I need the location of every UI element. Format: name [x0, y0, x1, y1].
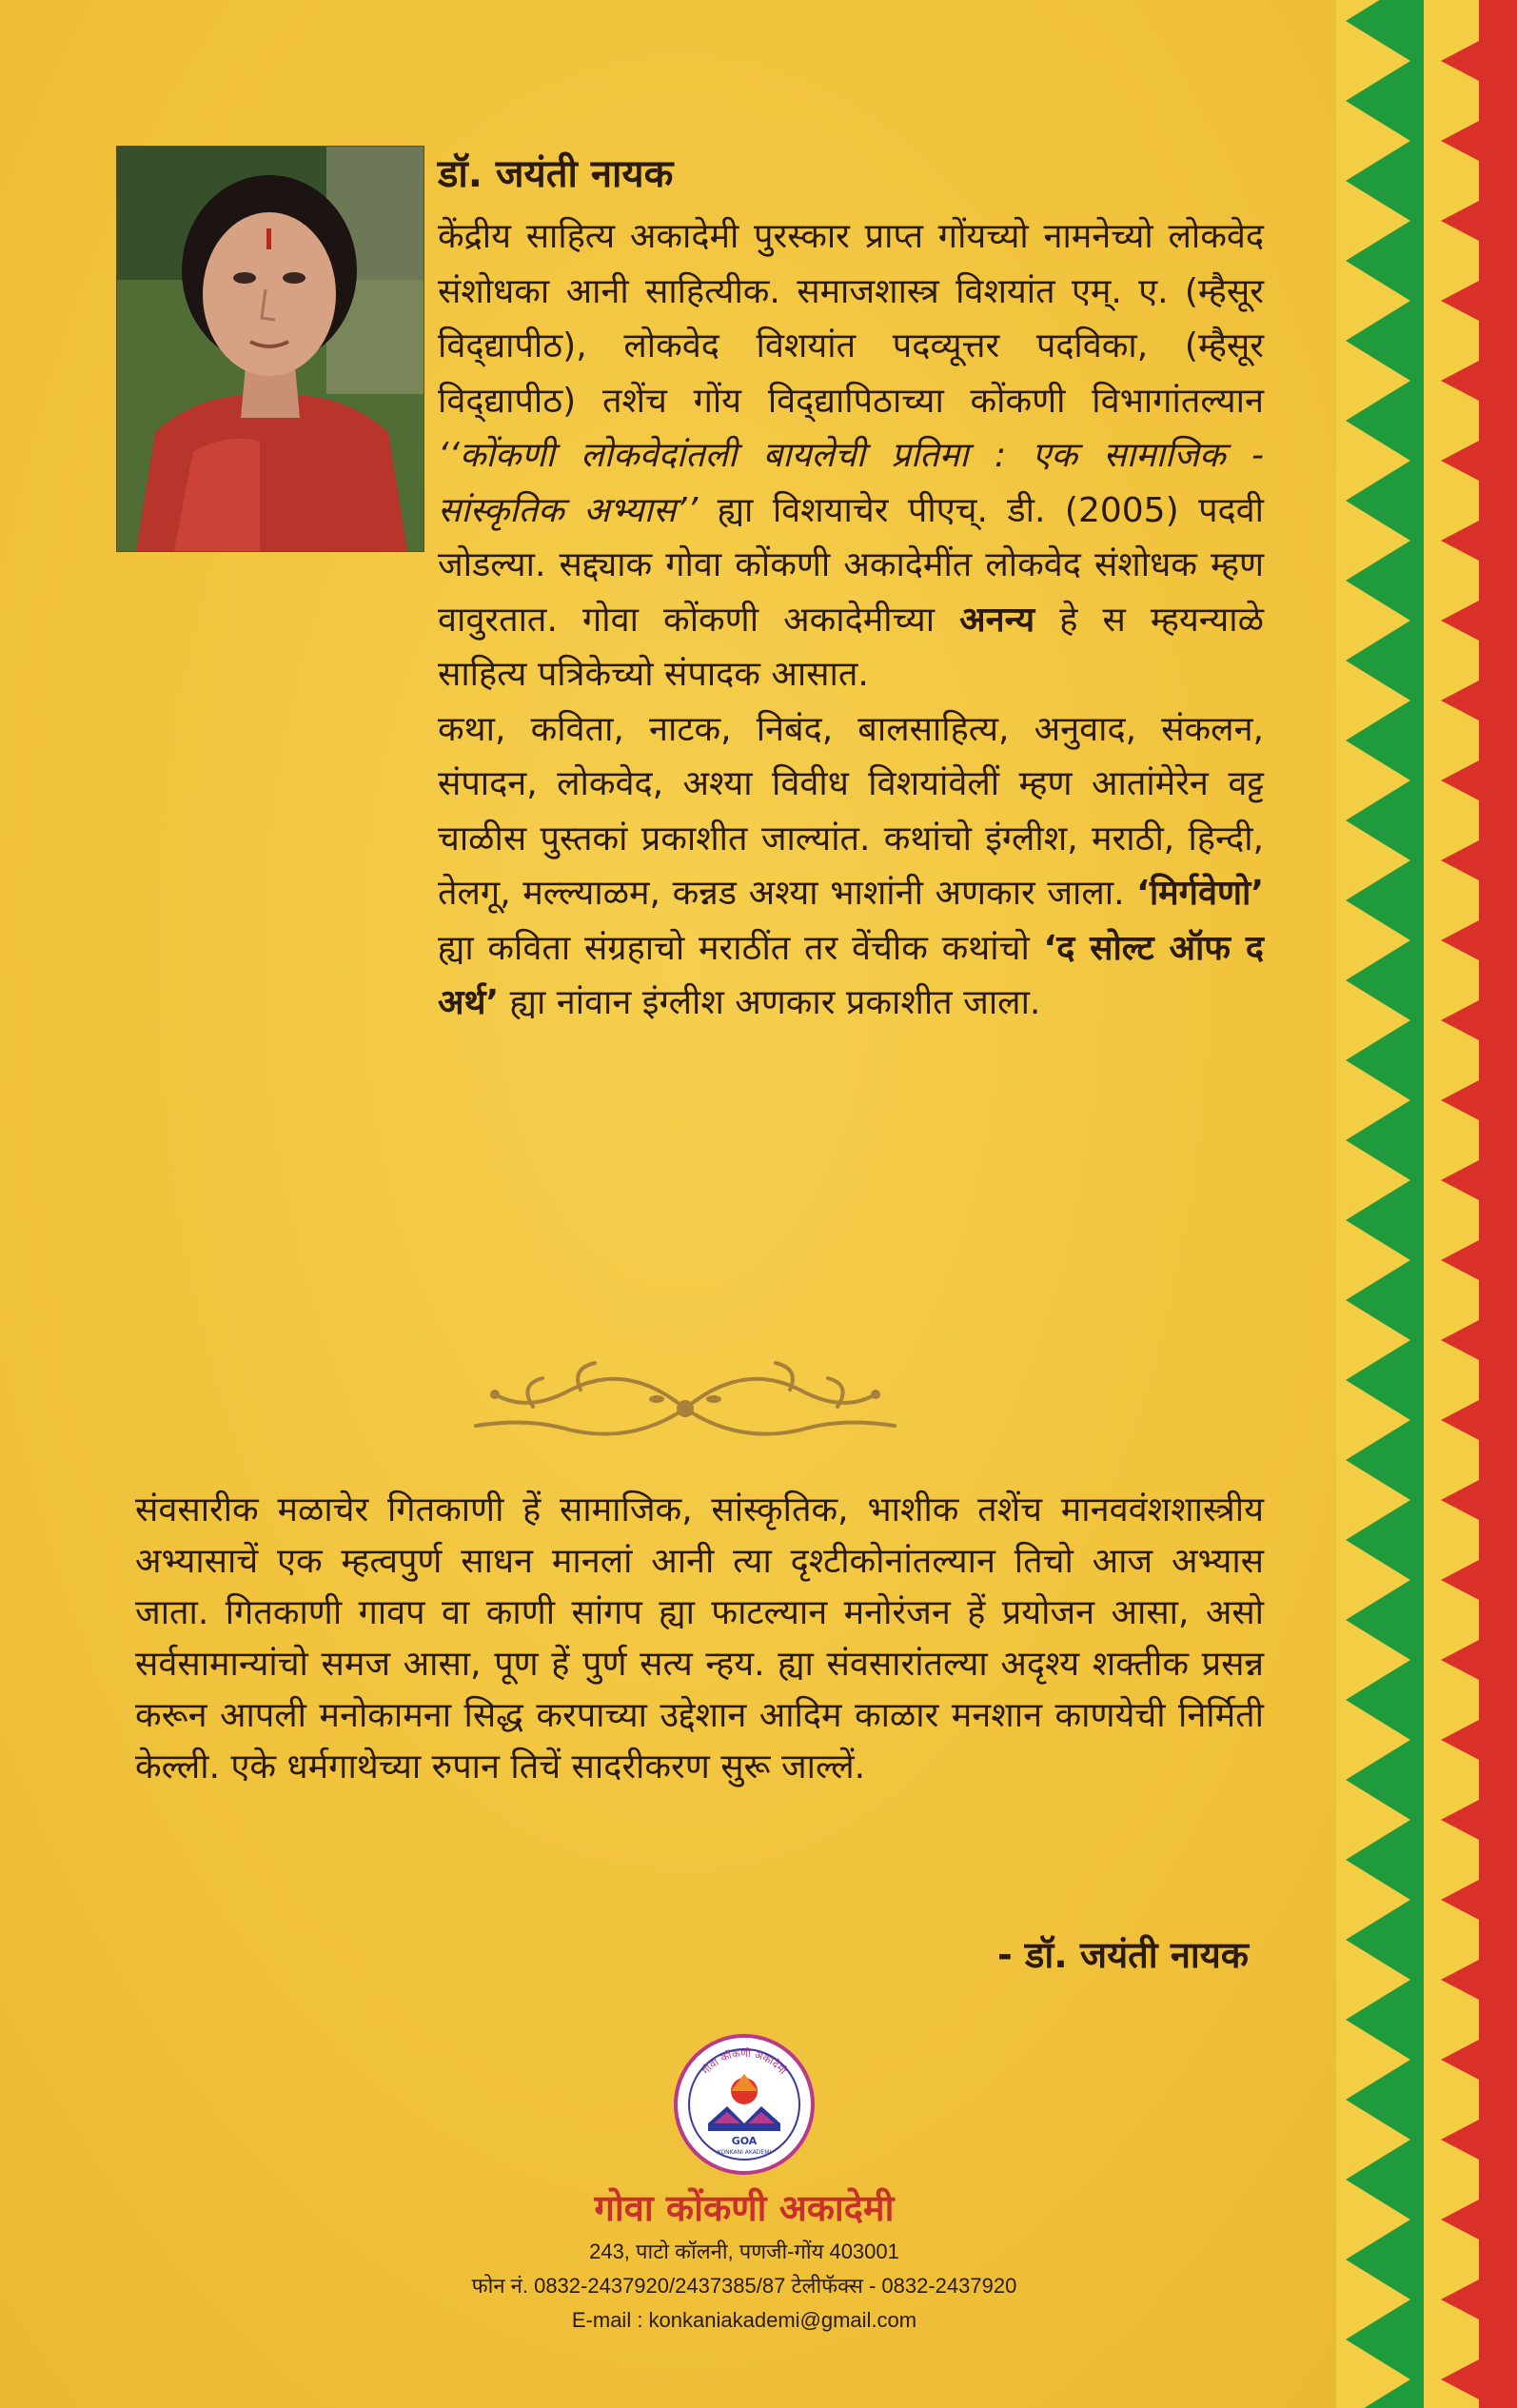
bio-p1-end: हे स म्हयन्याळे साहित्य पत्रिकेच्यो संपादक आसात. [438, 600, 1264, 694]
bio-p1-start: केंद्रीय साहित्य अकादेमी पुरस्कार प्राप्त गोंयच्यो नामनेच्यो लोकवेद संशोधका आनी साहित्यीक. समाजशास्त्र विशयांत एम्. ए. (म्हैसूर विद्‌द्यापीठ), लोकवेद विशयांत पदव्यूत्तर पदविका, (म्हैसूर विद्‌द्यापीठ) तशेंच गोंय विद्‌द्यापिठाच्या कोंकणी विभागांतल्यान [438, 217, 1264, 421]
author-name: डॉ. जयंती नायक [438, 152, 674, 196]
floral-ornament-icon [438, 1352, 933, 1456]
author-bio-section [419, 150, 1264, 1031]
book-title-mirgveno: ‘मिर्गवेणो’ [1136, 874, 1264, 913]
logo-arc-text: गोवा कोंकणी अकादेमी [699, 2046, 789, 2078]
publisher-name: गोवा कोंकणी अकादेमी [594, 2187, 895, 2229]
author-photo [116, 146, 424, 552]
author-portrait-illustration [117, 147, 424, 551]
magazine-name: अनन्य [959, 600, 1035, 640]
bio-p2-end: ह्या नांवान इंग्लीश अणकार प्रकाशीत जाला. [499, 983, 1041, 1022]
bio-p2-mid: ह्या कविता संग्रहाचो मराठींत तर वेंचीक कथांचो [438, 928, 1044, 968]
publisher-email[interactable]: E-mail : konkaniakademi@gmail.com [571, 2308, 917, 2332]
triangle-border-pattern [1336, 0, 1517, 2408]
bio-p1-mid: ह्या विशयाचेर पीएच्. डी. (2005) पदवी जोडल्या. सद्द्याक गोवा कोंकणी अकादेमींत लोकवेद संशोधक म्हण वावुरतात. गोवा कोंकणी अकादेमीच्या [438, 490, 1265, 640]
bio-p2-start: कथा, कविता, नाटक, निबंद, बालसाहित्य, अनुवाद, संकलन, संपादन, लोकवेद, अश्या विवीध विशयांवेलीं म्हण आतांमेरेन वट्ट चाळीस पुस्तकां प्रकाशीत जाल्यांत. कथांचो इंग्लीश, मराठी, हिन्दी, तेलगू, मल्ल्याळम, कन्नड अश्या भाशांनी अणकार जाला. [438, 709, 1264, 913]
border-green-band [1410, 0, 1424, 2408]
essay-paragraph: संवसारीक मळाचेर गितकाणी हें सामाजिक, सांस्कृतिक, भाशीक तशेंच मानववंशशास्त्रीय अभ्यासाचें एक म्हत्वपुर्ण साधन मानलां आनी त्या दृश्टीकोनांतल्यान तिचो आज अभ्यास जाता. गितकाणी गावप वा काणी सांगप ह्या फाटल्यान मनोरंजन हें प्रयोजन आसा, असो सर्वसामान्यांचो समज आसा, पूण हें पुर्ण सत्य न्हय. ह्या संवसारांतल्या अदृश्य शक्तीक प्रसन्न करून आपली मनोकामना सिद्ध करपाच्या उद्देशान आदिम काळार मनशान काणयेची निर्मिती केल्ली. एके धर्मगाथेच्या रुपान तिचें सादरीकरण सुरू जाल्लें. [135, 1490, 1264, 1786]
bio-paragraph-1 [438, 209, 1264, 702]
border-red-strip [1479, 0, 1517, 2408]
publisher-address: 243, पाटो कॉलनी, पणजी-गोंय 403001 [589, 2240, 899, 2263]
decorative-border [1336, 0, 1517, 2408]
essay-signature: - डॉ. जयंती नायक [997, 1934, 1249, 1976]
publisher-phone: फोन नं. 0832-2437920/2437385/87 टेलीफॅक्स - 0832-2437920 [471, 2274, 1017, 2298]
thesis-title: ‘‘कोंकणी लोकवेदांतली बायलेची प्रतिमा : एक सामाजिक - सांस्कृतिक अभ्यास’’ [438, 436, 1264, 530]
akademi-logo-icon [672, 2032, 817, 2177]
logo-label-goa: GOA [731, 2135, 758, 2147]
publisher-info [381, 2185, 1108, 2338]
book-title-salt-of-earth: ‘द सोल्ट ऑफ द अर्थ’ [438, 928, 1264, 1022]
bio-paragraph-2 [438, 702, 1264, 1031]
logo-label-akademi: KONKANI AKADEMI [717, 2149, 772, 2156]
